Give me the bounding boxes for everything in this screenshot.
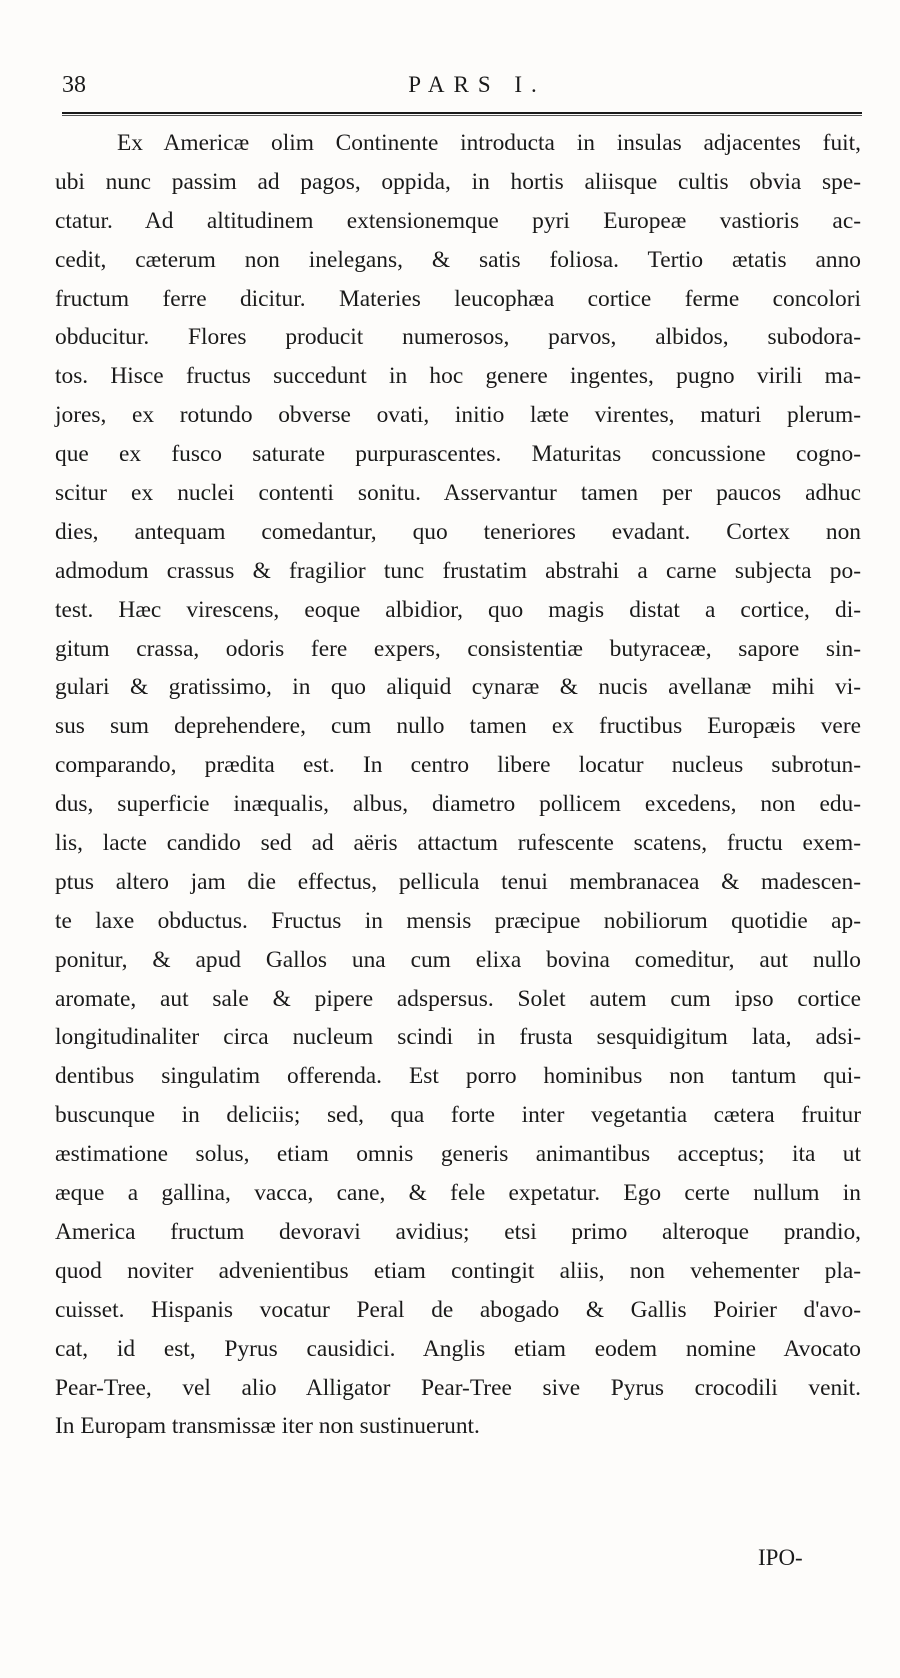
text-line: lis, lacte candido sed ad aëris attactum rufescente scatens, fructu exem- bbox=[55, 830, 861, 857]
text-line: longitudinaliter circa nucleum scindi in frusta sesquidigitum lata, adsi- bbox=[55, 1024, 861, 1051]
text-line: cat, id est, Pyrus causidici. Anglis etiam eodem nomine Avocato bbox=[55, 1335, 861, 1362]
text-line: test. Hæc virescens, eoque albidior, quo magis distat a cortice, di- bbox=[55, 596, 861, 623]
catchword: IPO- bbox=[758, 1545, 803, 1570]
text-line: quod noviter advenientibus etiam contingit aliis, non vehementer pla- bbox=[55, 1257, 861, 1284]
text-line: dus, superficie inæqualis, albus, diametro pollicem excedens, non edu- bbox=[55, 791, 861, 818]
text-line: scitur ex nuclei contenti sonitu. Asservantur tamen per paucos adhuc bbox=[55, 480, 861, 507]
text-line: ponitur, & apud Gallos una cum elixa bovina comeditur, aut nullo bbox=[55, 946, 861, 973]
text-line: æstimatione solus, etiam omnis generis animantibus acceptus; ita ut bbox=[55, 1141, 861, 1168]
text-line: Ex Americæ olim Continente introducta in insulas adjacentes fuit, bbox=[117, 130, 861, 156]
text-line: ctatur. Ad altitudinem extensionemque pyri Europeæ vastioris ac- bbox=[55, 207, 861, 234]
body-text bbox=[55, 124, 861, 1446]
text-line: buscunque in deliciis; sed, qua forte inter vegetantia cætera fruitur bbox=[55, 1102, 861, 1129]
text-line: ubi nunc passim ad pagos, oppida, in hortis aliisque cultis obvia spe- bbox=[55, 168, 861, 195]
text-line: sus sum deprehendere, cum nullo tamen ex fructibus Europæis vere bbox=[55, 713, 861, 740]
text-line: dies, antequam comedantur, quo teneriores evadant. Cortex non bbox=[55, 518, 861, 545]
text-line: dentibus singulatim offerenda. Est porro hominibus non tantum qui- bbox=[55, 1063, 861, 1090]
text-line: que ex fusco saturate purpurascentes. Maturitas concussione cogno- bbox=[55, 441, 861, 468]
header-rule bbox=[62, 112, 862, 114]
text-line: ptus altero jam die effectus, pellicula tenui membranacea & madescen- bbox=[55, 868, 861, 895]
text-line: obducitur. Flores producit numerosos, parvos, albidos, subodora- bbox=[55, 324, 861, 351]
text-line: Pear-Tree, vel alio Alligator Pear-Tree sive Pyrus crocodili venit. bbox=[55, 1374, 861, 1401]
text-line: cuisset. Hispanis vocatur Peral de abogado & Gallis Poirier d'avo- bbox=[55, 1296, 861, 1323]
text-line: tos. Hisce fructus succedunt in hoc genere ingentes, pugno virili ma- bbox=[55, 363, 861, 390]
page-header bbox=[62, 72, 852, 112]
text-line: comparando, prædita est. In centro libere locatur nucleus subrotun- bbox=[55, 752, 861, 779]
text-line: te laxe obductus. Fructus in mensis præcipue nobiliorum quotidie ap- bbox=[55, 907, 861, 934]
page-number: 38 bbox=[62, 72, 86, 98]
text-line: jores, ex rotundo obverse ovati, initio læte virentes, maturi plerum- bbox=[55, 402, 861, 429]
text-line: æque a gallina, vacca, cane, & fele expetatur. Ego certe nullum in bbox=[55, 1180, 861, 1207]
text-line: fructum ferre dicitur. Materies leucophæa cortice ferme concolori bbox=[55, 285, 861, 312]
header-rule-thin bbox=[62, 115, 862, 116]
text-line: admodum crassus & fragilior tunc frustatim abstrahi a carne subjecta po- bbox=[55, 557, 861, 584]
text-line: gitum crassa, odoris fere expers, consistentiæ butyraceæ, sapore sin- bbox=[55, 635, 861, 662]
text-line: In Europam transmissæ iter non sustinuerunt. bbox=[55, 1413, 480, 1440]
text-line: aromate, aut sale & pipere adspersus. Solet autem cum ipso cortice bbox=[55, 985, 861, 1012]
text-line: cedit, cæterum non inelegans, & satis foliosa. Tertio ætatis anno bbox=[55, 246, 861, 273]
text-line: America fructum devoravi avidius; etsi primo alteroque prandio, bbox=[55, 1218, 861, 1245]
running-head: PARS I. bbox=[408, 72, 546, 97]
text-line: gulari & gratissimo, in quo aliquid cynaræ & nucis avellanæ mihi vi- bbox=[55, 674, 861, 701]
